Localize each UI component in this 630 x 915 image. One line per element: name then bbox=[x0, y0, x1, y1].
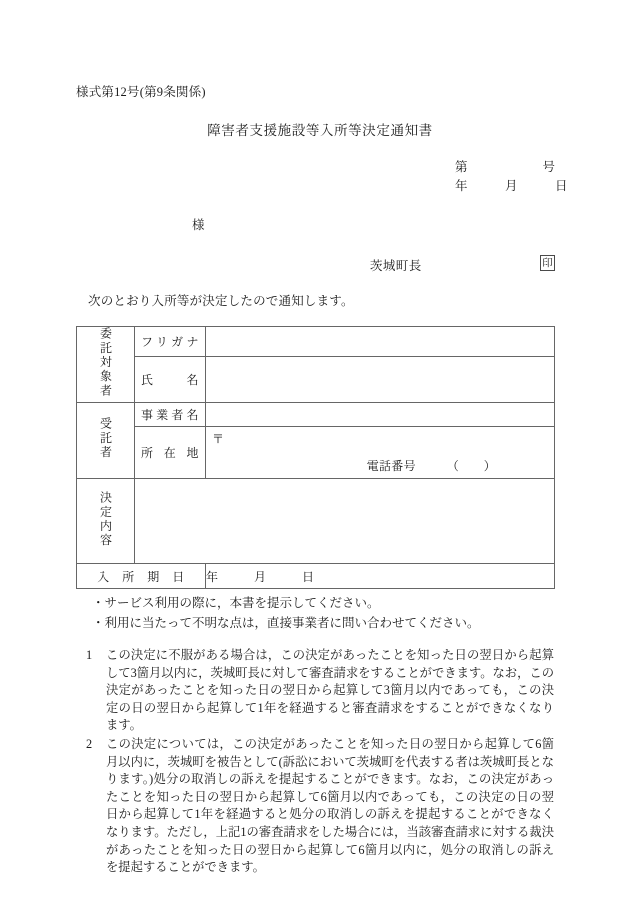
legal-note-text: この決定については，この決定があったことを知った日の翌日から起算して6箇月以内に，茨城町を被告として(訴訟において茨城町を代表する者は茨城町長となります。)処分の取消しの訴えを提起することができます。なお，この決定があったことを知った日の翌日から起算して6箇月以内であっても，この決定の日の翌日から起算して1年を経過すると処分の取消しの訴えを提起することができなくなります。ただし，上記1の審査請求をした場合には，当該審査請求に対する裁決があったことを知った日の翌日から起算して6箇月以内に，処分の取消しの訴えを提起することができます。 bbox=[106, 736, 554, 875]
admission-date-label: 入 所 期 日 bbox=[77, 564, 206, 589]
document-number-line: 第 号 bbox=[455, 160, 556, 174]
table-row bbox=[77, 479, 555, 564]
table-row bbox=[77, 427, 555, 479]
table-row bbox=[77, 403, 555, 427]
provider-name-label: 事業者名 bbox=[135, 403, 206, 427]
admission-date-input-cell[interactable]: 年 月 日 bbox=[206, 564, 555, 589]
table-row bbox=[77, 564, 555, 589]
legal-note-number: 1 bbox=[86, 648, 93, 662]
entrusted-person-label: 委託対象者 bbox=[77, 327, 135, 403]
name-label: 氏名 bbox=[135, 356, 206, 402]
name-input-cell[interactable] bbox=[206, 356, 555, 402]
document-date-line: 年 月 日 bbox=[455, 179, 568, 193]
address-input-cell[interactable] bbox=[206, 427, 555, 479]
address-label: 所在地 bbox=[135, 427, 206, 479]
phone-number-label: 電話番号 （ ） bbox=[366, 459, 496, 473]
postal-code-mark: 〒 bbox=[212, 432, 225, 446]
document-title: 障害者支援施設等入所等決定通知書 bbox=[207, 123, 433, 138]
table-row bbox=[77, 327, 555, 357]
usage-notes-list bbox=[92, 594, 480, 633]
furigana-input-cell[interactable] bbox=[206, 327, 555, 357]
decision-form-table bbox=[76, 326, 555, 589]
furigana-label: フリガナ bbox=[135, 327, 206, 357]
form-number: 様式第12号(第9条関係) bbox=[76, 85, 206, 99]
document-meta-block bbox=[455, 158, 568, 196]
recipient-honorific: 様 bbox=[192, 218, 205, 232]
list-item: ・サービス利用の際に，本書を提示してください。 bbox=[92, 596, 380, 610]
issuer-row bbox=[370, 255, 555, 273]
decision-content-input-cell[interactable] bbox=[135, 479, 555, 564]
decision-content-label: 決定内容 bbox=[77, 479, 135, 564]
list-item: ・利用に当たって不明な点は，直接事業者に問い合わせてください。 bbox=[92, 615, 480, 630]
table-row bbox=[77, 356, 555, 402]
legal-note-text: この決定に不服がある場合は，この決定があったことを知った日の翌日から起算して3箇月以内に，茨城町長に対して審査請求をすることができます。なお，この決定があったことを知った日の翌日から起算して3箇月以内であっても，この決定の日の翌日から起算して1年を経過すると審査請求をすることができなくなります。 bbox=[106, 648, 554, 733]
intro-sentence: 次のとおり入所等が決定したので通知します。 bbox=[88, 294, 354, 308]
legal-note-2 bbox=[86, 736, 554, 877]
legal-notes-section bbox=[86, 647, 554, 878]
issuer-name: 茨城町長 bbox=[370, 259, 422, 273]
legal-note-number: 2 bbox=[86, 736, 93, 751]
contractor-label: 受託者 bbox=[77, 403, 135, 479]
legal-note-1 bbox=[86, 647, 554, 735]
provider-name-input-cell[interactable] bbox=[206, 403, 555, 427]
seal-stamp-box: 印 bbox=[540, 255, 555, 271]
